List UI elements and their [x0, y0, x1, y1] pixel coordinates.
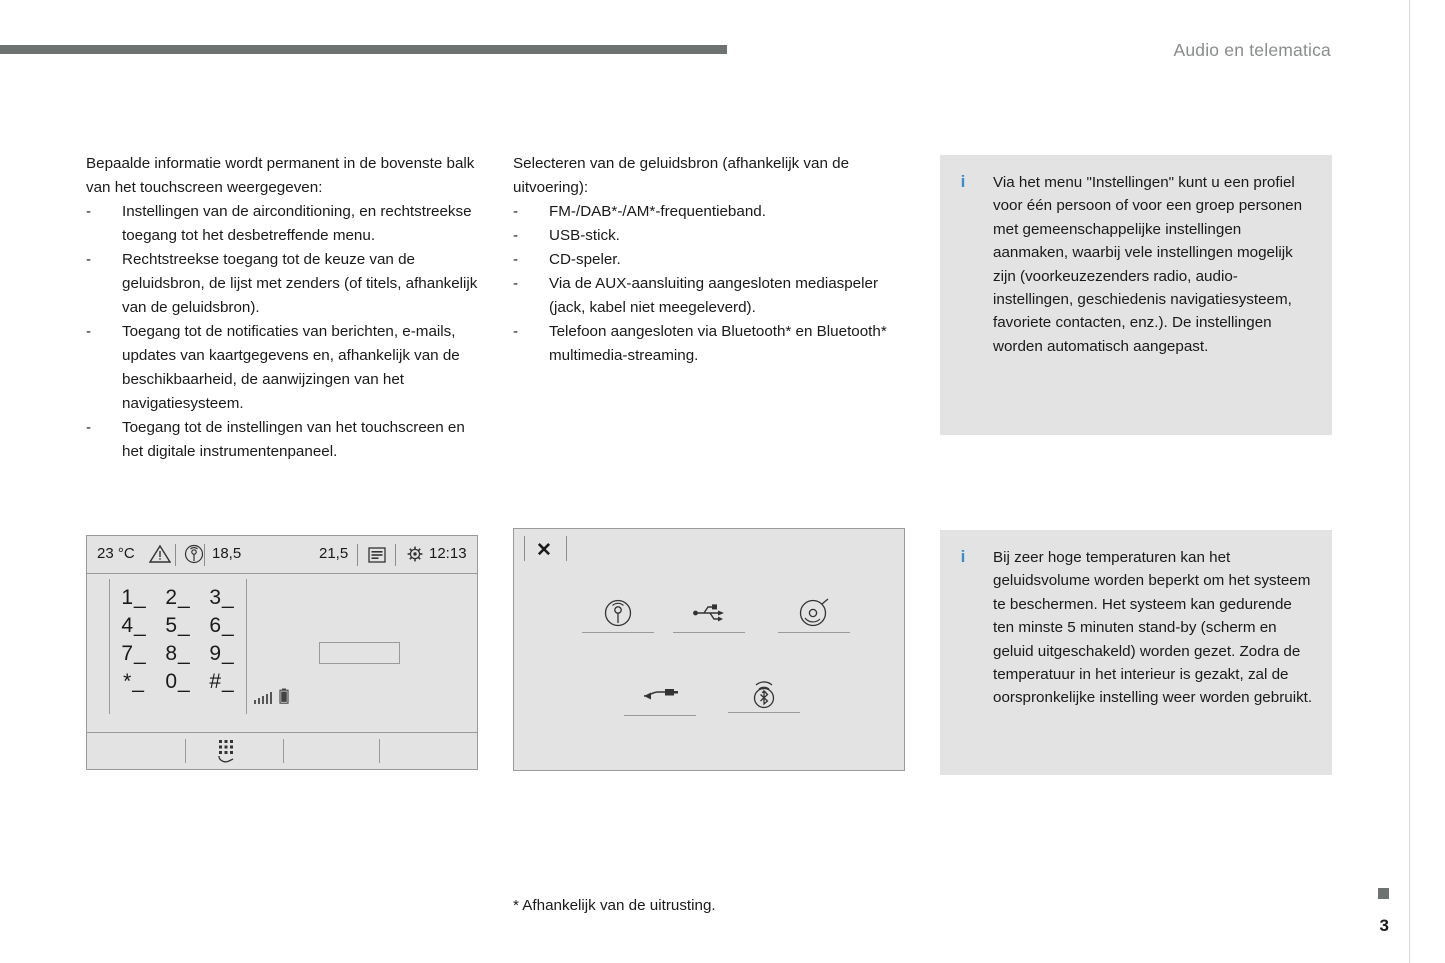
source-usb[interactable] — [673, 594, 745, 633]
list-item — [513, 320, 909, 368]
key-7[interactable]: 7_ — [121, 642, 147, 665]
dash-marker: - — [86, 203, 92, 220]
radio-antenna-icon — [582, 594, 654, 632]
column-one — [86, 152, 482, 464]
key-9[interactable]: 9_ — [209, 642, 235, 665]
keypad-row — [117, 668, 239, 696]
keypad-row — [117, 640, 239, 668]
battery-icon — [279, 688, 289, 709]
bottom-separator — [379, 739, 380, 763]
close-icon[interactable]: ✕ — [536, 540, 552, 561]
status-separator — [395, 544, 396, 566]
info-box-temperature — [940, 530, 1332, 775]
list-item — [513, 272, 909, 320]
warning-triangle-icon[interactable] — [149, 544, 171, 569]
touchscreen-bottom-bar — [87, 732, 477, 769]
dash-marker: - — [513, 275, 519, 292]
source-radio[interactable] — [582, 594, 654, 633]
page-number: 3 — [1379, 916, 1389, 935]
header-rule — [0, 45, 727, 54]
info-box-text: Via het menu "Instellingen" kunt u een profiel voor één persoon of voor een groep personen met gemeenschappelijke instellingen aanmaken, waarbij vele instellingen mogelijk zijn (voorkeuzezenders radio, audio-instellingen, geschiedenis navigatiesysteem, favoriete contacten, enz.). De instellingen worden automatisch aangepast. — [993, 174, 1303, 355]
source-cd[interactable] — [778, 594, 850, 633]
status-separator — [175, 544, 176, 566]
signal-bars-icon — [254, 690, 272, 704]
touchscreen-phone-illustration — [86, 535, 478, 770]
list-item-text: Telefoon aangesloten via Bluetooth* en Bluetooth* multimedia-streaming. — [549, 323, 887, 364]
column-two-intro: Selecteren van de geluidsbron (afhankelijk van de uitvoering): — [513, 155, 850, 196]
dash-marker: - — [513, 323, 519, 340]
touchscreen-phone-body — [87, 574, 477, 734]
list-item — [86, 200, 482, 248]
dash-marker: - — [513, 203, 519, 220]
dash-marker: - — [513, 227, 519, 244]
dash-marker: - — [86, 419, 92, 436]
keypad-icon[interactable] — [215, 738, 239, 769]
source-aux[interactable] — [624, 677, 696, 716]
source-bluetooth[interactable] — [728, 674, 800, 713]
list-item — [513, 248, 909, 272]
passenger-temperature[interactable]: 21,5 — [319, 545, 349, 562]
list-item — [86, 248, 482, 320]
list-item-text: Toegang tot de instellingen van het touchscreen en het digitale instrumentenpaneel. — [122, 419, 465, 460]
info-box-text: Bij zeer hoge temperaturen kan het geluidsvolume worden beperkt om het systeem te beschermen. Het systeem kan gedurende ten minste 5 minuten stand-by (scherm en geluid uitgeschakeld) worden gezet. Zodra de temperatuur in het interieur is gezakt, zal de oorspronkelijke instelling weer worden gebruikt. — [993, 549, 1313, 707]
status-separator — [204, 544, 205, 566]
info-icon: i — [960, 547, 966, 566]
dash-marker: - — [86, 323, 92, 340]
driver-temperature[interactable]: 18,5 — [212, 545, 242, 562]
keypad-row — [117, 612, 239, 640]
column-one-list — [86, 200, 482, 464]
gear-icon[interactable] — [405, 544, 427, 571]
dash-marker: - — [513, 251, 519, 268]
touchscreen-status-bar — [87, 536, 477, 574]
info-box-profiles — [940, 155, 1332, 435]
key-4[interactable]: 4_ — [121, 614, 147, 637]
status-separator — [566, 536, 567, 561]
cd-disc-icon — [778, 594, 850, 632]
key-0[interactable]: 0_ — [165, 670, 191, 693]
aux-jack-icon — [624, 677, 696, 715]
clock-time: 12:13 — [429, 545, 467, 562]
page-edge-line — [1409, 0, 1410, 963]
list-item — [513, 224, 909, 248]
list-item — [86, 416, 482, 464]
status-separator — [524, 536, 525, 561]
status-separator — [357, 544, 358, 566]
key-hash[interactable]: #_ — [209, 670, 235, 693]
source-underline — [624, 715, 696, 716]
column-two — [513, 152, 909, 368]
key-3[interactable]: 3_ — [209, 586, 235, 609]
number-input-field[interactable] — [319, 642, 400, 664]
exterior-temperature: 23 °C — [97, 545, 135, 562]
info-icon: i — [960, 172, 966, 191]
list-icon[interactable] — [367, 545, 387, 570]
key-2[interactable]: 2_ — [165, 586, 191, 609]
sources-top-bar — [514, 529, 904, 567]
source-underline — [728, 712, 800, 713]
usb-icon — [673, 594, 745, 632]
source-underline — [778, 632, 850, 633]
column-two-list — [513, 200, 909, 368]
dash-marker: - — [86, 251, 92, 268]
bluetooth-streaming-icon — [728, 674, 800, 712]
key-6[interactable]: 6_ — [209, 614, 235, 637]
page-header-title: Audio en telematica — [1173, 40, 1331, 60]
list-item-text: FM-/DAB*-/AM*-frequentieband. — [549, 203, 766, 220]
dial-keypad[interactable] — [117, 584, 239, 696]
folio-marker — [1378, 888, 1389, 899]
bottom-separator — [185, 739, 186, 763]
list-item — [86, 320, 482, 416]
radio-antenna-icon[interactable] — [184, 544, 204, 569]
list-item-text: Instellingen van de airconditioning, en rechtstreekse toegang tot het desbetreffende menu. — [122, 203, 472, 244]
list-item — [513, 200, 909, 224]
source-underline — [582, 632, 654, 633]
footnote: * Afhankelijk van de uitrusting. — [513, 897, 716, 914]
key-8[interactable]: 8_ — [165, 642, 191, 665]
bottom-separator — [283, 739, 284, 763]
keypad-row — [117, 584, 239, 612]
key-5[interactable]: 5_ — [165, 614, 191, 637]
source-underline — [673, 632, 745, 633]
list-item-text: CD-speler. — [549, 251, 621, 268]
list-item-text: Via de AUX-aansluiting aangesloten mediaspeler (jack, kabel niet meegeleverd). — [549, 275, 878, 316]
column-one-intro: Bepaalde informatie wordt permanent in de bovenste balk van het touchscreen weergegeven: — [86, 155, 475, 196]
list-item-text: USB-stick. — [549, 227, 620, 244]
list-item-text: Rechtstreekse toegang tot de keuze van de geluidsbron, de lijst met zenders (of titels, afhankelijk van de geluidsbron). — [122, 251, 478, 316]
list-item-text: Toegang tot de notificaties van berichten, e-mails, updates van kaartgegevens en, afhankelijk van de beschikbaarheid, de aanwijzingen van het navigatiesysteem. — [122, 323, 460, 412]
key-star[interactable]: *_ — [123, 670, 145, 693]
key-1[interactable]: 1_ — [121, 586, 147, 609]
touchscreen-sources-illustration — [513, 528, 905, 771]
